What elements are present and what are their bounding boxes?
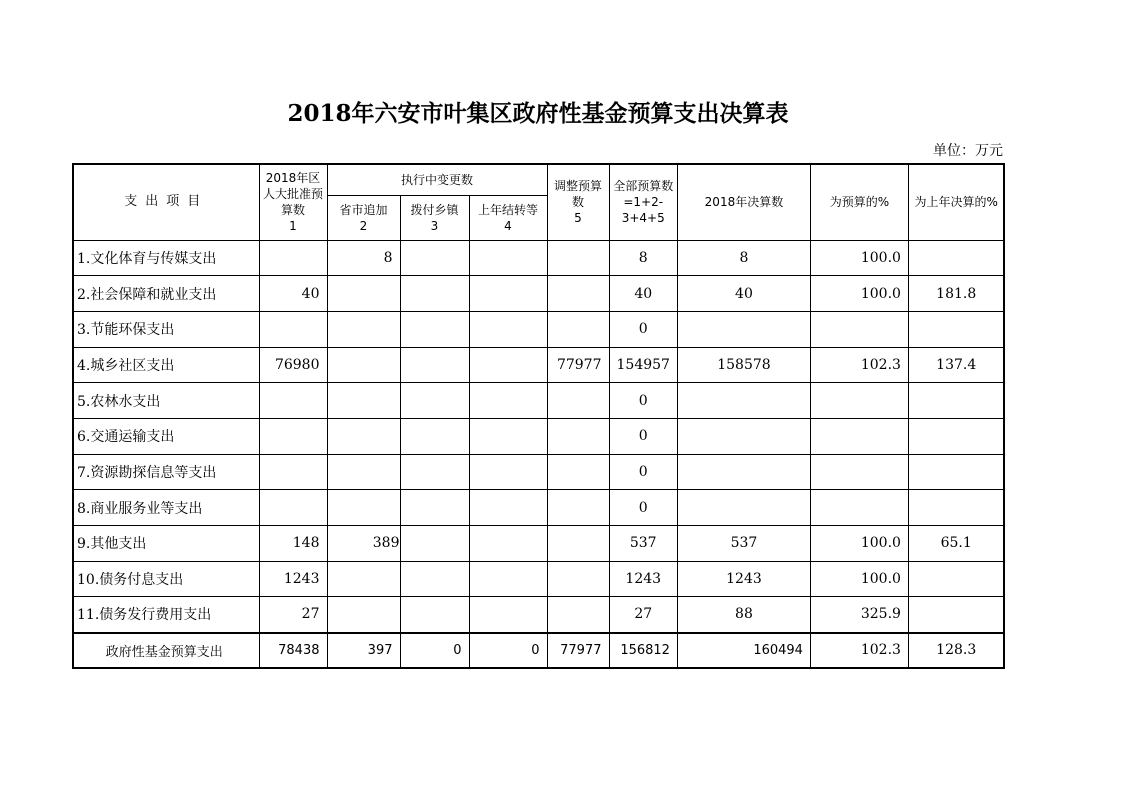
- cell-total: 0: [609, 383, 677, 419]
- table-row: [73, 597, 1004, 633]
- total-name: 政府性基金预算支出: [73, 633, 259, 669]
- table-row: [73, 454, 1004, 490]
- cell-pct-prev: 137.4: [908, 347, 1004, 383]
- cell-final: [677, 454, 810, 490]
- cell-allot: [400, 490, 469, 526]
- cell-total: 0: [609, 490, 677, 526]
- cell-final: 158578: [677, 347, 810, 383]
- cell-allot: [400, 597, 469, 633]
- total-pct-prev: 128.3: [908, 633, 1004, 669]
- cell-pct-budget: [810, 454, 908, 490]
- cell-adjust: [547, 454, 609, 490]
- header-add-no: 2: [359, 218, 368, 233]
- header-budget-label: 2018年区人大批准预算数: [262, 171, 323, 218]
- header-final: 2018年决算数: [677, 164, 810, 240]
- cell-budget: [259, 311, 327, 347]
- cell-allot: [400, 454, 469, 490]
- total-row: [73, 633, 1004, 669]
- cell-adjust: [547, 561, 609, 597]
- cell-budget: 40: [259, 276, 327, 312]
- cell-adjust: [547, 276, 609, 312]
- cell-final: [677, 383, 810, 419]
- cell-budget: [259, 454, 327, 490]
- cell-pct-budget: [810, 490, 908, 526]
- total-total: 156812: [609, 633, 677, 669]
- cell-budget: [259, 490, 327, 526]
- cell-total: 0: [609, 311, 677, 347]
- cell-pct-prev: [908, 418, 1004, 454]
- table-row: [73, 240, 1004, 276]
- cell-carry: [469, 597, 547, 633]
- cell-carry: [469, 490, 547, 526]
- cell-allot: [400, 526, 469, 562]
- cell-pct-prev: 65.1: [908, 526, 1004, 562]
- row-name: 3.节能环保支出: [73, 311, 259, 347]
- cell-final: 8: [677, 240, 810, 276]
- header-carry-label: 上年结转等: [477, 202, 538, 217]
- row-name: 7.资源勘探信息等支出: [73, 454, 259, 490]
- row-name: 10.债务付息支出: [73, 561, 259, 597]
- header-add-label: 省市追加: [339, 202, 388, 217]
- cell-pct-budget: 102.3: [810, 347, 908, 383]
- row-name: 1.文化体育与传媒支出: [73, 240, 259, 276]
- row-name: 4.城乡社区支出: [73, 347, 259, 383]
- cell-budget: 148: [259, 526, 327, 562]
- cell-add: [327, 418, 400, 454]
- cell-carry: [469, 561, 547, 597]
- cell-pct-prev: [908, 311, 1004, 347]
- header-budget: [259, 164, 327, 240]
- header-carry: [469, 195, 547, 240]
- cell-pct-budget: [810, 311, 908, 347]
- header-carry-no: 4: [504, 218, 512, 233]
- table-row: [73, 526, 1004, 562]
- table-row: [73, 383, 1004, 419]
- cell-add: [327, 561, 400, 597]
- cell-allot: [400, 311, 469, 347]
- header-budget-no: 1: [289, 219, 297, 234]
- total-adjust: 77977: [547, 633, 609, 669]
- cell-budget: 27: [259, 597, 327, 633]
- cell-add: [327, 311, 400, 347]
- cell-pct-budget: 325.9: [810, 597, 908, 633]
- cell-carry: [469, 311, 547, 347]
- table-row: [73, 311, 1004, 347]
- cell-allot: [400, 347, 469, 383]
- cell-final: [677, 418, 810, 454]
- cell-carry: [469, 347, 547, 383]
- cell-carry: [469, 526, 547, 562]
- cell-carry: [469, 276, 547, 312]
- cell-pct-prev: [908, 561, 1004, 597]
- header-adjust-label: 调整预算数: [553, 179, 602, 210]
- table-row: [73, 276, 1004, 312]
- cell-adjust: 77977: [547, 347, 609, 383]
- row-name: 11.债务发行费用支出: [73, 597, 259, 633]
- row-name: 8.商业服务业等支出: [73, 490, 259, 526]
- page-title: 2018年六安市叶集区政府性基金预算支出决算表: [287, 100, 789, 127]
- cell-carry: [469, 240, 547, 276]
- cell-pct-budget: [810, 418, 908, 454]
- cell-add: [327, 490, 400, 526]
- header-change-group: 执行中变更数: [327, 164, 547, 195]
- header-pct-budget: 为预算的%: [810, 164, 908, 240]
- header-pct-prev: 为上年决算的%: [908, 164, 1004, 240]
- cell-budget: 76980: [259, 347, 327, 383]
- cell-pct-prev: [908, 383, 1004, 419]
- cell-pct-prev: [908, 490, 1004, 526]
- cell-pct-prev: [908, 240, 1004, 276]
- cell-carry: [469, 418, 547, 454]
- cell-pct-prev: [908, 454, 1004, 490]
- total-budget: 78438: [259, 633, 327, 669]
- table-row: [73, 490, 1004, 526]
- cell-total: 8: [609, 240, 677, 276]
- header-total: 全部预算数=1+2-3+4+5: [609, 164, 677, 240]
- cell-total: 0: [609, 454, 677, 490]
- total-add: 397: [327, 633, 400, 669]
- cell-total: 154957: [609, 347, 677, 383]
- cell-add: [327, 347, 400, 383]
- cell-adjust: [547, 383, 609, 419]
- cell-pct-budget: 100.0: [810, 276, 908, 312]
- cell-adjust: [547, 418, 609, 454]
- table-row: [73, 561, 1004, 597]
- cell-budget: [259, 383, 327, 419]
- cell-allot: [400, 276, 469, 312]
- cell-pct-budget: [810, 383, 908, 419]
- cell-add: 8: [327, 240, 400, 276]
- header-adjust: [547, 164, 609, 240]
- cell-pct-budget: 100.0: [810, 240, 908, 276]
- cell-budget: [259, 418, 327, 454]
- cell-add: [327, 454, 400, 490]
- cell-adjust: [547, 311, 609, 347]
- header-allot-no: 3: [430, 218, 439, 233]
- budget-table: [72, 163, 1005, 669]
- header-allot-label: 拨付乡镇: [410, 202, 459, 217]
- row-name: 5.农林水支出: [73, 383, 259, 419]
- cell-adjust: [547, 490, 609, 526]
- table-row: [73, 418, 1004, 454]
- cell-adjust: [547, 597, 609, 633]
- cell-adjust: [547, 526, 609, 562]
- cell-final: 40: [677, 276, 810, 312]
- cell-final: [677, 490, 810, 526]
- cell-add: [327, 276, 400, 312]
- total-carry: 0: [469, 633, 547, 669]
- cell-add: [327, 597, 400, 633]
- cell-total: 40: [609, 276, 677, 312]
- cell-budget: [259, 240, 327, 276]
- cell-pct-prev: 181.8: [908, 276, 1004, 312]
- cell-final: [677, 311, 810, 347]
- header-add: [327, 195, 400, 240]
- cell-allot: [400, 240, 469, 276]
- cell-total: 537: [609, 526, 677, 562]
- cell-final: 537: [677, 526, 810, 562]
- cell-add: [327, 383, 400, 419]
- header-adjust-no: 5: [574, 211, 582, 226]
- cell-pct-prev: [908, 597, 1004, 633]
- cell-carry: [469, 383, 547, 419]
- cell-carry: [469, 454, 547, 490]
- total-pct-budget: 102.3: [810, 633, 908, 669]
- row-name: 9.其他支出: [73, 526, 259, 562]
- cell-final: 1243: [677, 561, 810, 597]
- cell-final: 88: [677, 597, 810, 633]
- cell-allot: [400, 383, 469, 419]
- total-allot: 0: [400, 633, 469, 669]
- cell-total: 27: [609, 597, 677, 633]
- total-final: 160494: [677, 633, 810, 669]
- cell-adjust: [547, 240, 609, 276]
- table-row: [73, 347, 1004, 383]
- row-name: 2.社会保障和就业支出: [73, 276, 259, 312]
- cell-pct-budget: 100.0: [810, 526, 908, 562]
- cell-allot: [400, 561, 469, 597]
- unit-label: 单位：万元: [933, 143, 1003, 159]
- cell-total: 0: [609, 418, 677, 454]
- header-allot: [400, 195, 469, 240]
- cell-allot: [400, 418, 469, 454]
- header-row-1: [73, 164, 1004, 195]
- cell-add: 389: [327, 526, 400, 562]
- cell-pct-budget: 100.0: [810, 561, 908, 597]
- row-name: 6.交通运输支出: [73, 418, 259, 454]
- header-item: 支出项目: [73, 164, 259, 240]
- cell-budget: 1243: [259, 561, 327, 597]
- cell-total: 1243: [609, 561, 677, 597]
